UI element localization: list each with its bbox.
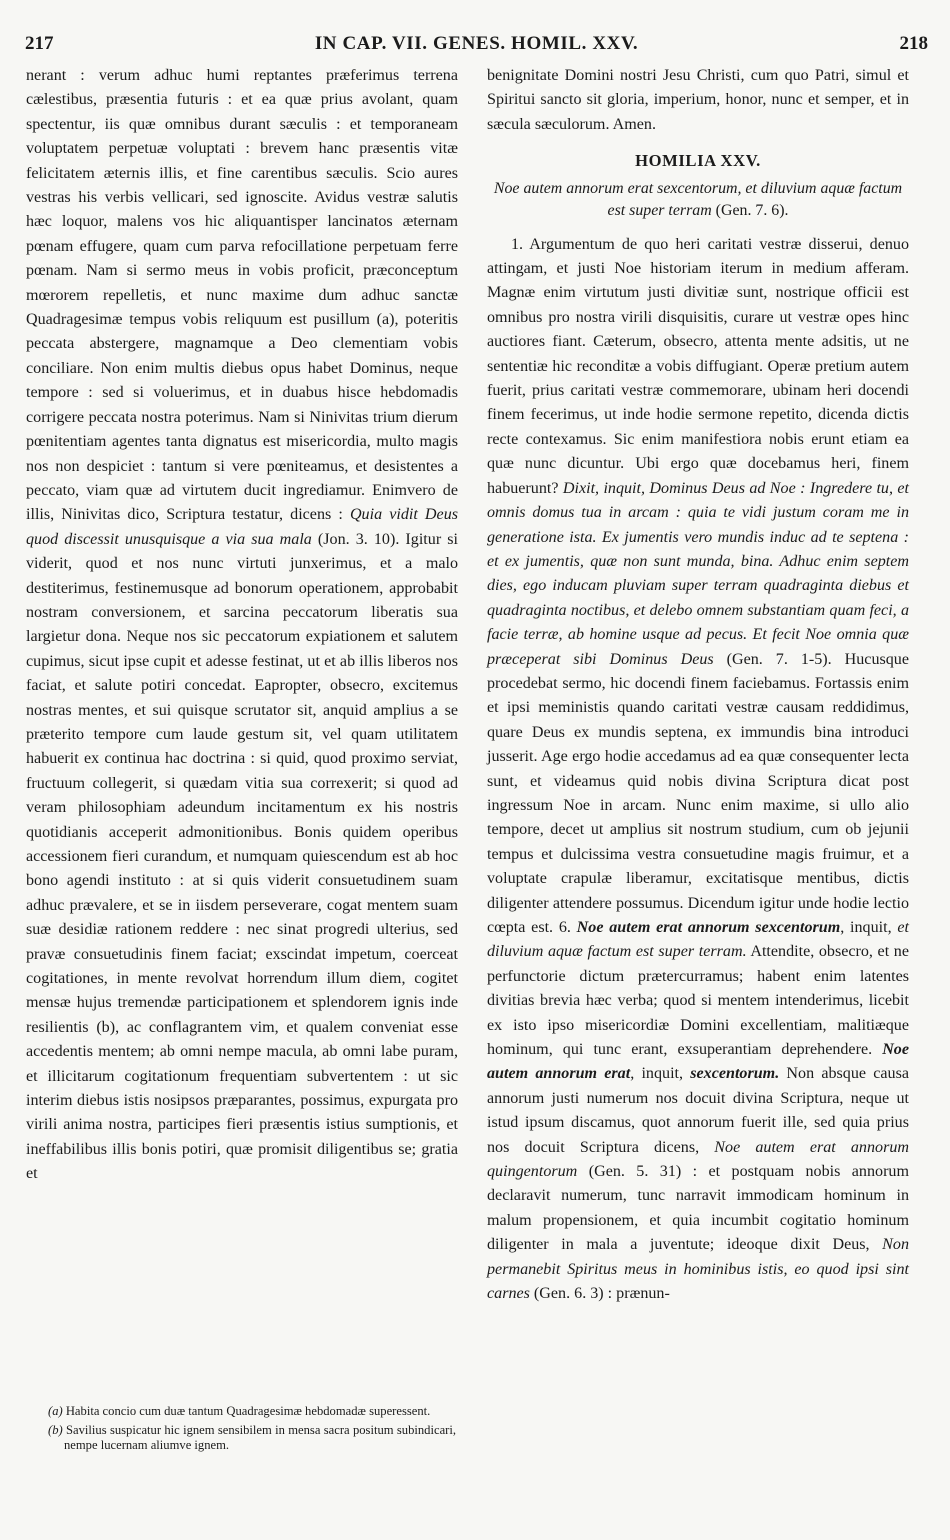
footnotes: [48, 1404, 456, 1457]
homily-verse: Noe autem annorum erat sexcentorum, et diluvium aquæ factum est super terram (Gen. 7. 6).: [493, 179, 903, 220]
scripture-quote: et diluvium aquæ factum est super terram.: [487, 919, 909, 961]
scripture-reference: (Jon. 3. 10).: [311, 530, 400, 548]
scripture-quote: Dixit, inquit, Dominus Deus ad Noe : Ingredere tu, et omnis domus tua in arcam : quia te vidi justum coram me in generatione ista. Ex jumentis vero mundis induc ad te septena : et ex jumentis, quæ non sunt munda, bina. Adhuc enim septem dies, ego inducam pluviam super terram quadraginta diebus et quadraginta noctibus, et delebo omnem substantiam quam feci, a facie terræ, ab homine usque ad pecus. Et fecit Noe omnia quæ præceperat sibi Dominus Deus: [487, 479, 909, 668]
left-column: [26, 64, 458, 1187]
scripture-quote: Quia vidit Deus quod discessit unusquisque a via sua mala: [26, 506, 459, 548]
running-title: IN CAP. VII. GENES. HOMIL. XXV.: [314, 33, 639, 54]
scripture-quote: sexcentorum.: [690, 1065, 780, 1083]
right-column: [487, 64, 909, 1307]
running-header: [25, 33, 928, 55]
scripture-reference: (Gen. 5. 31): [577, 1163, 682, 1181]
section-number: 6.: [558, 919, 571, 936]
scripture-quote: Noe autem erat annorum sexcentorum: [570, 919, 841, 936]
footnote: (a) Habita concio cum duæ tantum Quadragesimæ hebdomadæ superessent.: [48, 1404, 431, 1418]
scripture-reference: (Gen. 7. 6).: [715, 202, 789, 220]
scripture-quote: Noe autem annorum erat: [487, 1041, 909, 1083]
scripture-reference: (Gen. 7. 1-5).: [713, 650, 832, 668]
page-number-left: 217: [25, 33, 54, 54]
paragraph: benignitate Domini nostri Jesu Christi, cum quo Patri, simul et Spiritui sancto sit gloria, imperium, honor, nunc et semper, et in sæcula sæculorum. Amen.: [487, 67, 909, 133]
paragraph: 1. Argumentum de quo heri caritati vestræ disserui, denuo attingam, et justi Noe historiam iterum in medium afferam. Magnæ enim virtutum justi divitiæ sunt, nostrique officii est omnibus pro nostra virili disquisitis, curare ut vestræ opes hinc auctiores fiant. Cæterum, obsecro, attenta mente adsitis, ut ne sententiæ hic reconditæ a vobis diffugiant. Operæ pretium autem fuerit, prius caritati vestræ commemorare, ubinam heri docendi finem fecerimus, ut inde hodie sermone repetito, dicenda dictis recte contexamus. Sic enim manifestiora nobis erunt etiam ea quæ nunc dicuntur. Ubi ergo quæ docebamus heri, finem habuerunt? Dixit, inquit, Dominus Deus ad Noe : Ingredere tu, et omnis domus tua in arcam : quia te vidi justum coram me in generatione ista. Ex jumentis vero mundis induc ad te septena : et ex jumentis, quæ non sunt munda, bina. Adhuc enim septem dies, ego inducam pluviam super terram quadraginta diebus et quadraginta noctibus, et delebo omnem substantiam quam feci, a facie terræ, ab homine usque ad pecus. Et fecit Noe omnia quæ præceperat sibi Dominus Deus (Gen. 7. 1-5). Hucusque procedebat sermo, hic docendi finem faciebamus. Fortassis enim et ipsi meministis quando caritati vestræ causam reddidimus, quare Deus ex mundis septena, ex immundis bina introduci jusserit. Age ergo hodie accedamus ad ea quæ consequenter lecta sunt, et videamus quid nobis divina Scriptura dicat post ingressum Noe in arcam. Nunc enim maxime, si ullo alio tempore, decet ut amplius sit nostrum studium, cum ob jejunii tempus et dulcissima vestra consuetudine magis fruimur, et a voluptate crapulæ liberamur, excitatisque mentibus, dictis diligenter attendere possumus. Dicendum igitur unde hodie lectio cœpta est. 6. Noe autem erat annorum sexcentorum, inquit, et diluvium aquæ factum est super terram. Attendite, obsecro, et ne perfunctorie dictum prætercurramus; habent enim latentes divitias brevia hæc verba; quod si mentem intenderimus, licebit ex isto ipso misericordiæ Domini excellentiam, malitiæque hominum, qui tunc erant, exsuperantiam deprehendere. Noe autem annorum erat, inquit, sexcentorum. Non absque causa annorum justi numerum nos docuit divina Scriptura, neque ut istud ipsum discamus, quot annorum fuerit ille, sed quia prius nos docuit Scriptura dicens, Noe autem erat annorum quingentorum (Gen. 5. 31) : et postquam nobis annorum declaravit numerum, tunc narravit immodicam hominum in malum propensionem, et quia incumbit cogitatio hominum diligenter in mala a juventute; ideoque dixit Deus, Non permanebit Spiritus meus in hominibus istis, eo quod ipsi sint carnes (Gen. 6. 3) : prænun-: [487, 235, 909, 1303]
scripture-reference: (Gen. 6. 3): [529, 1285, 604, 1303]
page-number-right: 218: [899, 33, 928, 54]
footnote: (b) Savilius suspicatur hic ignem sensibilem in mensa sacra positum subindicari, nempe lucernam aliumve ignem.: [48, 1422, 456, 1452]
paragraph: nerant : verum adhuc humi reptantes præferimus terrena cælestibus, præsentia futuris : et ea quæ prius avolant, quam spectentur, iis quæ omnibus durant sæculis : et temporaneam voluptatem perpetuæ voluptati : brevem hanc præsentis vitæ felicitatem æternis illis, et fine carentibus sæculis. Scio aures vestras his verbis vellicari, sed ignoscite. Avidus vestræ salutis hæc loquor, malens vos hic aliquantisper lancinatos æternam pœnam effugere, quam cum parva refocillatione perpetuam ferre pœnam. Nam si sermo meus in vobis proficit, præconceptum mœrorem repelletis, et nunc maxime dum adhuc sanctæ Quadragesimæ tempus vobis reliquum est pusillum (a), poteritis peccata abstergere, magnamque a Deo clementiam vobis conciliare. Non enim multis diebus opus habet Dominus, neque tempore : sed si voluerimus, et in duabus hisce hebdomadis corrigere peccata nostra poterimus. Nam si Ninivitas trium dierum pœnitentiam agentes tanta dignatus est misericordia, multo magis nos non despiciet : tantum si vere pœniteamus, et desistentes a peccato, viam quæ ad virtutem ducit ingrediamur. Enimvero de illis, Ninivitas dico, Scriptura testatur, dicens : Quia vidit Deus quod discessit unusquisque a via sua mala (Jon. 3. 10). Igitur si viderit, quod et nos nunc virtuti junxerimus, et a malo destiterimus, festinemusque ad bonorum operationem, approbabit nostram conversionem, et sarcina peccatorum liberatis sua largietur dona. Neque nos sic peccatorum expiationem et salutem cupimus, sicut ipse cupit et adesse festinat, ut et ab illis liberos nos faciat, et salute potiri concedat. Eapropter, obsecro, excitemus nostras mentes, et sui quisque scrutator sit, anquid amplius a se præterito tempore cum laude gestum sit, vel quam utilitatem habuerit ex continua hac doctrina : si quid, quod proximo serviat, fructuum collegerit, si quædam vitia sua correxerit; si quod ad veram philosophiam adeundum incitamentum ex his nostris quotidianis acceperit admonitionibus. Bonis quidem operibus accessionem fieri curandum, et numquam quiescendum est ab hoc bono agendi instituto : at si quis viderit consuetudinem suam adhuc prævalere, et se in iisdem perseverare, cogat mentem suam suæ desidiæ rationem reddere : nec sinat progredi ulterius, sed pravæ consuetudinis finem faciat; exscindat impetum, coerceat cogitationes, in mente revolvat horrendum illum diem, cogitet mensæ hujus tremendæ participationem et splendorem ignis inde resilientis (b), ac conflagrantem vim, et qualem conveniat esse accedentis mentem; ab omni nempe macula, ab omni labe puram, et illicitarum cogitationum frequentiam subvertentem : ut sic interim diebus istis nosipsos præparantes, possimus, expurgata pro virili anima nostra, participes fieri præsentis istius sumptionis, et ineffabilibus illis bonis potiri, quæ promisit diligentibus se; gratia et: [26, 67, 459, 1183]
homily-title: HOMILIA XXV.: [635, 151, 761, 171]
scripture-quote: Non permanebit Spiritus meus in hominibus istis, eo quod ipsi sint carnes: [487, 1236, 909, 1303]
scripture-quote: Noe autem erat annorum quingentorum: [487, 1138, 909, 1181]
